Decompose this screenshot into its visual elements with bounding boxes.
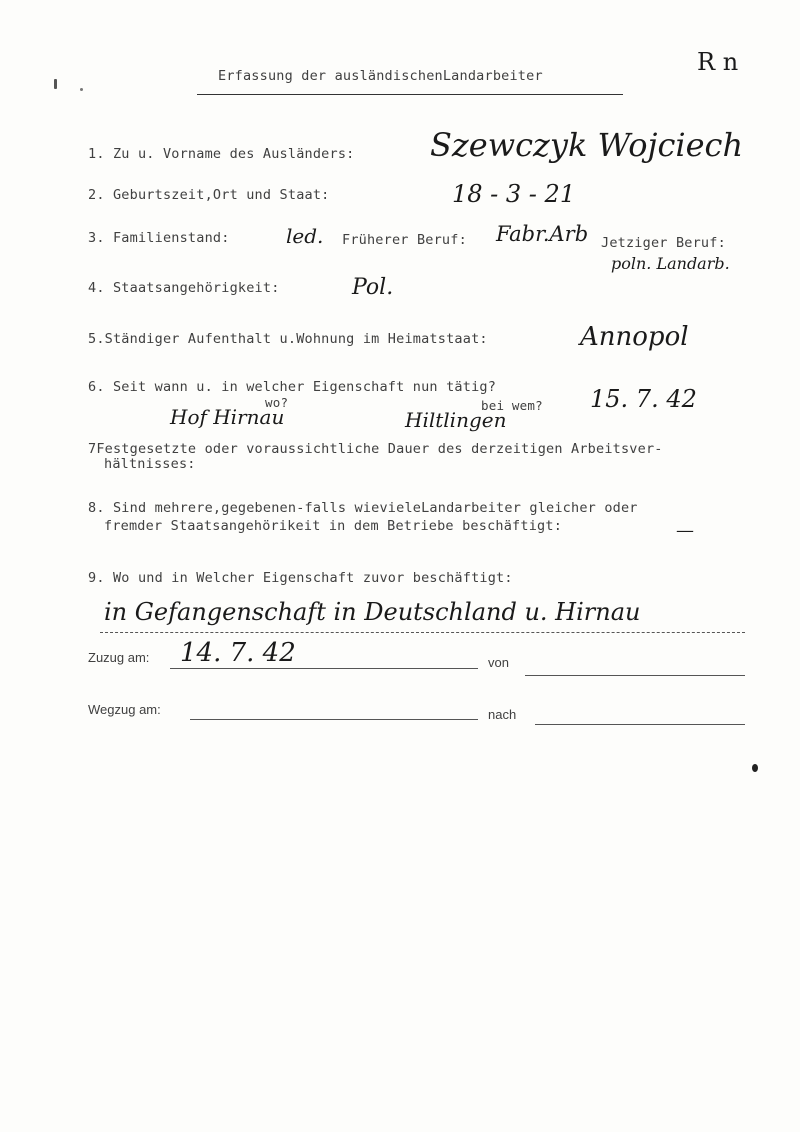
wegzug-label: Wegzug am: (88, 702, 161, 717)
field-6-wo-label: wo? (265, 395, 289, 410)
von-label: von (488, 655, 509, 670)
field-8-label-line2: fremder Staatsangehörikeit in dem Betriebe beschäftigt: (104, 518, 563, 534)
field-6-wo-value: Hof Hirnau (170, 405, 285, 429)
field-4-label: 4. Staatsangehörigkeit: (88, 280, 280, 296)
zuzug-line (170, 668, 478, 669)
previous-job-value: Fabr.Arb (496, 222, 589, 246)
field-4-value: Pol. (352, 275, 394, 300)
ink-spot (752, 764, 758, 772)
zuzug-label: Zuzug am: (88, 650, 150, 665)
field-5-value: Annopol (580, 322, 689, 352)
current-job-value: poln. Landarb. (611, 254, 730, 273)
field-9-value: in Gefangenschaft in Deutschland u. Hirnau (104, 598, 641, 626)
field-6-bei-value: Hiltlingen (405, 408, 507, 432)
field-7-label-line2: hältnisses: (104, 456, 196, 472)
field-6-date-value: 15. 7. 42 (590, 385, 697, 413)
nach-label: nach (488, 707, 517, 722)
field-1-value: Szewczyk Wojciech (430, 126, 744, 164)
document-title: Erfassung der ausländischenLandarbeiter (218, 68, 543, 84)
field-2-value: 18 - 3 - 21 (452, 180, 576, 208)
field-3-label: 3. Familienstand: (88, 230, 230, 246)
margin-mark (54, 79, 57, 89)
field-3-value: led. (286, 224, 324, 248)
field-2-label: 2. Geburtszeit,Ort und Staat: (88, 187, 330, 203)
field-6-bei-label: bei wem? (481, 398, 543, 413)
field-8-value: — (676, 520, 694, 541)
field-5-label: 5.Ständiger Aufenthalt u.Wohnung im Heimatstaat: (88, 331, 488, 347)
field-7-label-line1: 7Festgesetzte oder voraussichtliche Dauer des derzeitigen Arbeitsver- (88, 441, 663, 457)
field-6-label: 6. Seit wann u. in welcher Eigenschaft nun tätig? (88, 379, 497, 395)
field-9-line (100, 632, 745, 634)
field-9-label: 9. Wo und in Welcher Eigenschaft zuvor beschäftigt: (88, 570, 513, 586)
wegzug-line (190, 719, 478, 720)
previous-job-label: Früherer Beruf: (342, 232, 467, 248)
nach-line (535, 724, 745, 725)
current-job-label: Jetziger Beruf: (601, 235, 726, 251)
corner-mark: R n (697, 48, 739, 76)
field-1-label: 1. Zu u. Vorname des Ausländers: (88, 146, 355, 162)
zuzug-value: 14. 7. 42 (180, 638, 296, 668)
field-8-label-line1: 8. Sind mehrere,gegebenen-falls wievieleLandarbeiter gleicher oder (88, 500, 638, 516)
von-line (525, 675, 745, 676)
margin-tick (80, 88, 83, 91)
title-underline (197, 94, 623, 95)
